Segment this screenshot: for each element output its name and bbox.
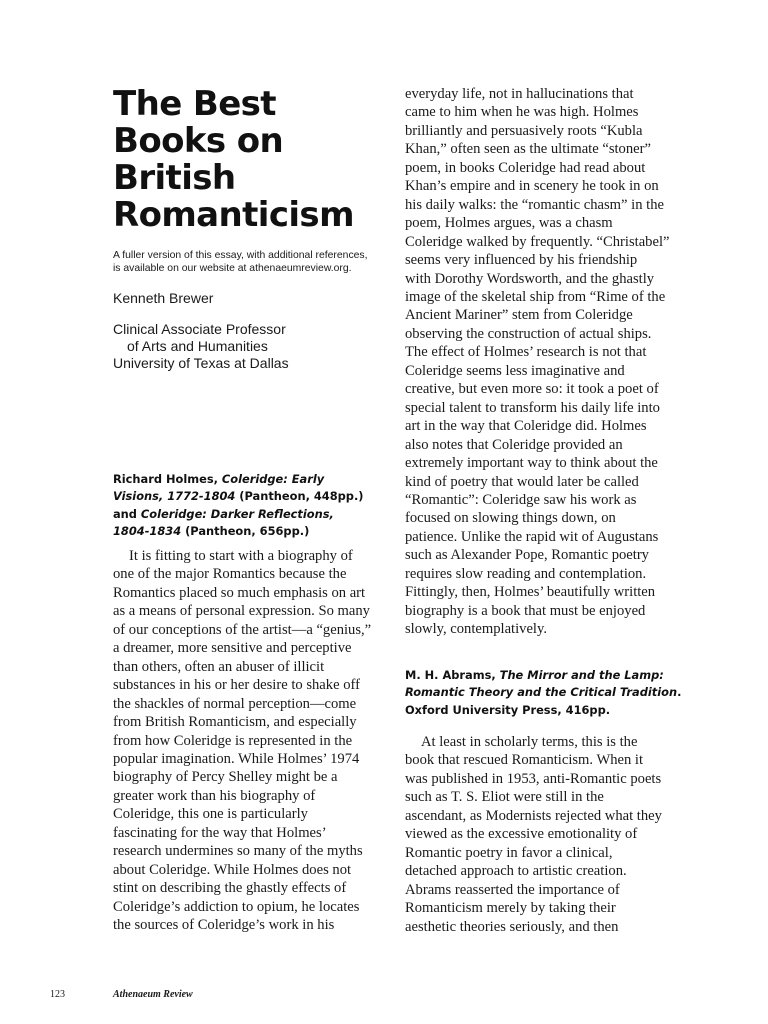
body-line: fascinating for the way that Holmes’ (113, 824, 327, 841)
body-line: with Dorothy Wordsworth, and the ghastly (405, 270, 655, 287)
body-line: special talent to transform his daily life into (405, 399, 660, 416)
title-line: Books on (113, 121, 284, 161)
book-title: Romantic Theory and the Critical Tradition (405, 685, 678, 700)
affiliation-line: University of Texas at Dallas (113, 355, 289, 371)
book-title: Visions, 1772-1804 (113, 489, 236, 504)
body-line: The effect of Holmes’ research is not that (405, 344, 647, 361)
book-title: Coleridge: Darker Reflections, (140, 506, 334, 521)
title-line: Romanticism (113, 195, 354, 235)
book-title: 1804-1834 (113, 523, 182, 538)
article-title (113, 86, 388, 234)
body-line: observing the construction of actual ships. (405, 325, 652, 342)
column-1-body (113, 547, 371, 935)
body-line: biography of Percy Shelley might be a (113, 769, 338, 786)
body-line: detached approach to artistic creation. (405, 863, 627, 880)
body-line: poem, in books Coleridge had read about (405, 159, 646, 176)
body-line: substances in his or her desire to shake off (113, 677, 360, 694)
body-line: as a means of personal expression. So many (113, 603, 370, 620)
body-line: Coleridge seems less imaginative and (405, 362, 625, 379)
body-line: research undermines so many of the myths (113, 843, 363, 860)
body-line: stint on describing the ghastly effects of (113, 880, 347, 897)
column-2-body (405, 85, 670, 639)
body-line: such as Alexander Pope, Romantic poetry (405, 547, 649, 564)
body-line: about Coleridge. While Holmes does not (113, 861, 352, 878)
body-line: art in the way that Coleridge did. Holmes (405, 418, 647, 435)
body-line: “Romantic”: Coleridge saw his work as (405, 491, 637, 508)
body-line: It is fitting to start with a biography of (129, 548, 353, 564)
body-line: of our conceptions of the artist—a “genius,” (113, 621, 372, 638)
book-heading-holmes (113, 471, 363, 540)
body-line: Khan,” often seen as the ultimate “stoner” (405, 141, 651, 158)
body-line: biography is a book that must be enjoyed (405, 602, 646, 619)
body-line: At least in scholarly terms, this is the (421, 734, 638, 750)
body-line: patience. Unlike the rapid wit of Augustans (405, 528, 659, 545)
book-title: Coleridge: Early (221, 472, 325, 486)
body-line: aesthetic theories seriously, and then (405, 918, 619, 935)
note-line: is available on our website at athenaeumreview.org. (113, 263, 352, 274)
book-publisher: Oxford University Press, 416pp. (405, 702, 611, 717)
body-line: Coleridge walked by frequently. “Christabel” (405, 233, 670, 250)
body-line: image of the skeletal ship from “Rime of the (405, 288, 666, 305)
body-line: his daily walks: the “romantic chasm” in the (405, 196, 664, 213)
title-line: The Best (113, 84, 276, 124)
body-line: the shackles of normal perception—come (113, 695, 357, 712)
body-line: requires slow reading and contemplation. (405, 565, 647, 582)
body-line: Ancient Mariner” stem from Coleridge (405, 307, 633, 324)
book-publisher: (Pantheon, 448pp.) (235, 489, 364, 504)
page-number: 123 (50, 989, 65, 1000)
body-line: focused on slowing things down, on (405, 510, 616, 527)
body-line: viewed as the excessive emotionality of (405, 826, 638, 843)
body-line: ascendant, as Modernists rejected what they (405, 807, 662, 824)
journal-name: Athenaeum Review (113, 989, 193, 1000)
body-line: Fittingly, then, Holmes’ beautifully written (405, 584, 656, 601)
book-heading-abrams (405, 667, 681, 719)
body-line: the sources of Coleridge’s work in his (113, 917, 335, 934)
author-affiliation (113, 321, 383, 372)
body-line: Abrams reasserted the importance of (405, 881, 620, 898)
punctuation: . (677, 685, 682, 700)
body-line: Coleridge, this one is particularly (113, 806, 308, 823)
body-line: was published in 1953, anti-Romantic poets (405, 770, 662, 787)
book-author: Richard Holmes, (113, 472, 222, 486)
fuller-version-note (113, 249, 393, 275)
title-line: British (113, 158, 236, 198)
body-line: popular imagination. While Holmes’ 1974 (113, 750, 360, 767)
body-line: from how Coleridge is represented in the (113, 732, 353, 749)
body-line: brilliantly and persuasively roots “Kubla (405, 122, 643, 139)
body-line: such as T. S. Eliot were still in the (405, 789, 604, 806)
body-line: greater work than his biography of (113, 787, 316, 804)
body-line: kind of poetry that would later be called (405, 473, 639, 490)
body-line: creative, but even more so: it took a poet of (405, 381, 659, 398)
body-line: than others, often an abuser of illicit (113, 658, 325, 675)
body-line: came to him when he was high. Holmes (405, 104, 639, 121)
conjunction: and (113, 506, 141, 521)
affiliation-line: Clinical Associate Professor (113, 321, 286, 337)
body-line: a dreamer, more sensitive and perceptive (113, 640, 352, 657)
book-publisher: (Pantheon, 656pp.) (181, 523, 310, 538)
body-line: Coleridge’s addiction to opium, he locates (113, 898, 360, 915)
body-line: book that rescued Romanticism. When it (405, 752, 644, 769)
author-name: Kenneth Brewer (113, 290, 214, 306)
column-2-body-abrams (405, 733, 662, 936)
body-line: slowly, contemplatively. (405, 621, 547, 638)
body-line: everyday life, not in hallucinations that (405, 86, 634, 102)
body-line: one of the major Romantics because the (113, 566, 347, 583)
body-line: extremely important way to think about the (405, 455, 658, 472)
note-line: A fuller version of this essay, with additional references, (113, 250, 368, 261)
body-line: poem, Holmes argues, was a chasm (405, 215, 613, 232)
book-author: M. H. Abrams, (405, 668, 500, 682)
affiliation-line: of Arts and Humanities (127, 338, 268, 354)
book-title: The Mirror and the Lamp: (499, 668, 664, 682)
body-line: seems very influenced by his friendship (405, 252, 638, 269)
body-line: Khan’s empire and in scenery he took in on (405, 178, 659, 195)
body-line: from British Romanticism, and especially (113, 714, 357, 731)
body-line: Romantic poetry in favor a clinical, (405, 844, 613, 861)
body-line: also notes that Coleridge provided an (405, 436, 623, 453)
body-line: Romanticism merely by taking their (405, 900, 616, 917)
body-line: Romantics placed so much emphasis on art (113, 584, 366, 601)
